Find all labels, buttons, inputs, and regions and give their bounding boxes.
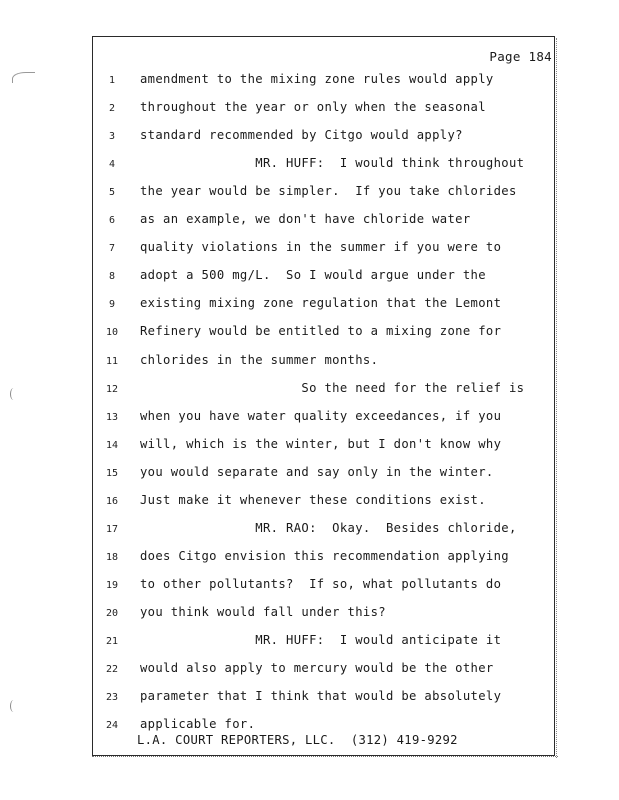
transcript-line: MR. HUFF: I would think throughout (140, 156, 525, 171)
line-number: 12 (105, 383, 119, 395)
line-number: 17 (105, 523, 119, 535)
line-number: 19 (105, 579, 119, 591)
transcript-line: you would separate and say only in the winter. (140, 464, 494, 479)
transcript-line: Just make it whenever these conditions exist. (140, 492, 486, 507)
transcript-line: Refinery would be entitled to a mixing zone for (140, 324, 502, 339)
line-number: 23 (105, 692, 119, 704)
transcript-line: does Citgo envision this recommendation applying (140, 548, 509, 563)
court-reporter-footer: L.A. COURT REPORTERS, LLC. (312) 419-9292 (137, 733, 458, 747)
line-number: 6 (108, 215, 116, 227)
transcript-line: applicable for. (140, 717, 256, 732)
transcript-line: MR. HUFF: I would anticipate it (140, 633, 502, 647)
transcript-line: would also apply to mercury would be the other (140, 661, 494, 676)
transcript-line: existing mixing zone regulation that the Lemont (140, 296, 502, 311)
page-frame (92, 36, 555, 756)
line-number: 7 (108, 243, 116, 255)
transcript-line: MR. RAO: Okay. Besides chloride, (140, 520, 517, 535)
line-number: 2 (108, 103, 116, 115)
transcript-line: chlorides in the summer months. (140, 352, 379, 367)
transcript-line: parameter that I think that would be absolutely (140, 689, 502, 704)
line-number: 8 (108, 271, 116, 283)
line-number: 11 (105, 355, 119, 367)
line-number: 10 (105, 327, 119, 339)
line-number: 16 (105, 495, 119, 507)
transcript-line: when you have water quality exceedances, if you (140, 408, 502, 423)
transcript-line: you think would fall under this? (140, 604, 386, 619)
transcript-line: adopt a 500 mg/L. So I would argue under the (140, 268, 486, 283)
transcript-line: the year would be simpler. If you take chlorides (140, 184, 517, 199)
line-number: 24 (105, 720, 119, 732)
line-number: 13 (105, 411, 119, 423)
line-number: 22 (105, 664, 119, 676)
transcript-line: quality violations in the summer if you were to (140, 240, 502, 255)
transcript-line: amendment to the mixing zone rules would apply (140, 72, 494, 86)
punch-hole-mark (10, 700, 17, 712)
line-number: 21 (105, 636, 119, 647)
transcript-line: to other pollutants? If so, what pollutants do (140, 576, 502, 591)
frame-bottom-edge (92, 756, 558, 760)
punch-hole-mark (12, 72, 35, 83)
line-number: 15 (105, 467, 119, 479)
line-number: 5 (108, 187, 116, 199)
line-number: 20 (105, 607, 119, 619)
line-number: 9 (108, 299, 116, 311)
line-number: 3 (108, 131, 116, 143)
transcript-line: will, which is the winter, but I don't know why (140, 436, 502, 451)
transcript-line: So the need for the relief is (140, 380, 525, 395)
page-number: Page 184 (489, 49, 552, 64)
line-number: 18 (105, 551, 119, 563)
frame-right-edge (556, 38, 559, 758)
transcript-line: standard recommended by Citgo would apply? (140, 128, 463, 143)
punch-hole-mark (10, 388, 17, 400)
line-number: 4 (108, 159, 116, 171)
line-number: 1 (108, 75, 116, 86)
transcript-line: as an example, we don't have chloride water (140, 212, 471, 227)
transcript-line: throughout the year or only when the seasonal (140, 100, 486, 115)
line-number: 14 (105, 439, 119, 451)
